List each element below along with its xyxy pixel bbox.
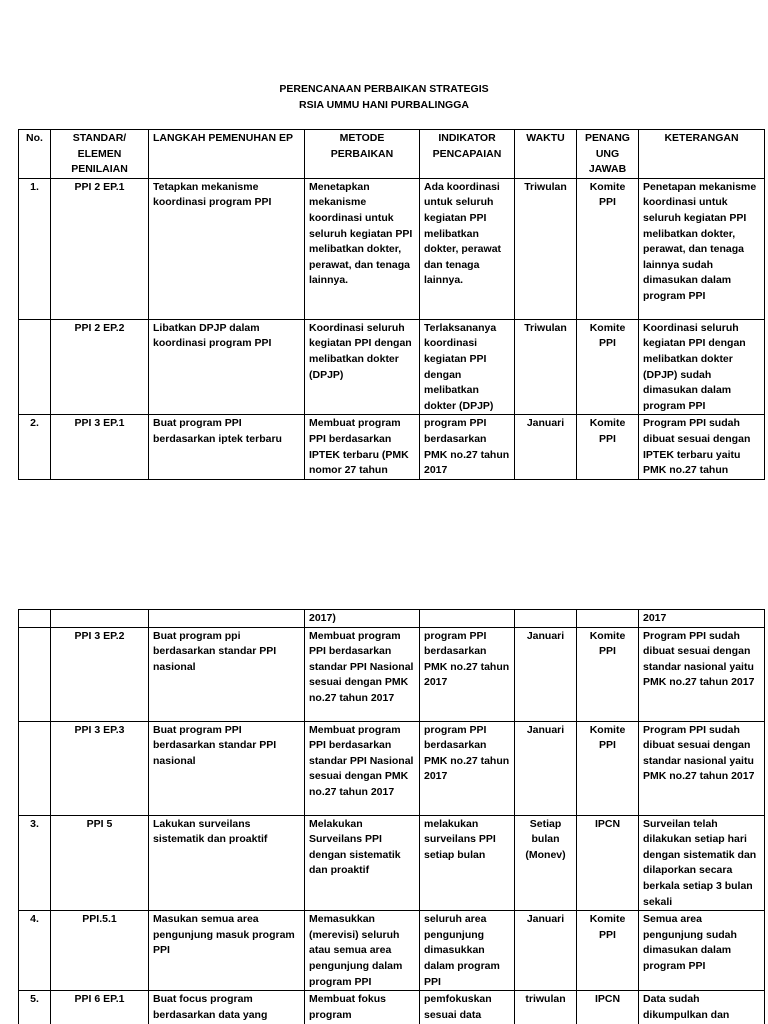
- cell-no: [19, 610, 51, 628]
- cell-langkah: Buat program PPI berdasarkan standar PPI nasional: [149, 721, 305, 815]
- header-indikator: INDIKATOR PENCAPAIAN: [420, 130, 515, 179]
- cell-langkah: Buat program PPI berdasarkan iptek terbaru: [149, 415, 305, 479]
- cell-standar: PPI 2 EP.2: [51, 319, 149, 415]
- cell-keterangan: Koordinasi seluruh kegiatan PPI dengan melibatkan dokter (DPJP) sudah dimasukan dalam program PPI: [639, 319, 765, 415]
- cell-keterangan: Program PPI sudah dibuat sesuai dengan IPTEK terbaru yaitu PMK no.27 tahun: [639, 415, 765, 479]
- table-row: [19, 610, 765, 628]
- cell-standar: PPI 3 EP.2: [51, 627, 149, 721]
- cell-langkah: Tetapkan mekanisme koordinasi program PPI: [149, 178, 305, 319]
- cell-keterangan: Surveilan telah dilakukan setiap hari dengan sistematik dan dilaporkan secara berkala setiap 3 bulan sekali: [639, 815, 765, 911]
- table-row: [19, 721, 765, 815]
- cell-waktu: [515, 610, 577, 628]
- cell-no: 4.: [19, 911, 51, 991]
- cell-penanggung-jawab: Komite PPI: [577, 415, 639, 479]
- table-row: [19, 911, 765, 991]
- header-standar: STANDAR/ ELEMEN PENILAIAN: [51, 130, 149, 179]
- table-row: [19, 815, 765, 911]
- cell-waktu: Januari: [515, 415, 577, 479]
- header-penanggung-jawab: PENANG UNG JAWAB: [577, 130, 639, 179]
- cell-metode: Koordinasi seluruh kegiatan PPI dengan melibatkan dokter (DPJP): [305, 319, 420, 415]
- cell-metode: Membuat fokus program: [305, 991, 420, 1024]
- strategy-table-page-2: [18, 609, 765, 1024]
- cell-standar: PPI 2 EP.1: [51, 178, 149, 319]
- cell-penanggung-jawab: IPCN: [577, 991, 639, 1024]
- cell-keterangan: Program PPI sudah dibuat sesuai dengan standar nasional yaitu PMK no.27 tahun 2017: [639, 721, 765, 815]
- cell-waktu: Setiap bulan (Monev): [515, 815, 577, 911]
- cell-langkah: Buat focus program berdasarkan data yang: [149, 991, 305, 1024]
- cell-metode: Memasukkan (merevisi) seluruh atau semua area pengunjung dalam program PPI: [305, 911, 420, 991]
- cell-standar: PPI 6 EP.1: [51, 991, 149, 1024]
- header-metode: METODE PERBAIKAN: [305, 130, 420, 179]
- cell-penanggung-jawab: Komite PPI: [577, 721, 639, 815]
- cell-metode: Menetapkan mekanisme koordinasi untuk seluruh kegiatan PPI melibatkan dokter, perawat, dan tenaga lainnya.: [305, 178, 420, 319]
- cell-indikator: program PPI berdasarkan PMK no.27 tahun 2017: [420, 415, 515, 479]
- cell-penanggung-jawab: IPCN: [577, 815, 639, 911]
- cell-no: 5.: [19, 991, 51, 1024]
- cell-langkah: [149, 610, 305, 628]
- cell-standar: PPI 5: [51, 815, 149, 911]
- cell-indikator: [420, 610, 515, 628]
- cell-indikator: seluruh area pengunjung dimasukkan dalam program PPI: [420, 911, 515, 991]
- cell-metode: Membuat program PPI berdasarkan standar PPI Nasional sesuai dengan PMK no.27 tahun 2017: [305, 627, 420, 721]
- cell-no: 2.: [19, 415, 51, 479]
- cell-waktu: Januari: [515, 911, 577, 991]
- cell-no: [19, 721, 51, 815]
- table-row: [19, 991, 765, 1024]
- cell-metode: 2017): [305, 610, 420, 628]
- cell-indikator: melakukan surveilans PPI setiap bulan: [420, 815, 515, 911]
- cell-waktu: Januari: [515, 721, 577, 815]
- cell-no: 3.: [19, 815, 51, 911]
- cell-indikator: Terlaksananya koordinasi kegiatan PPI dengan melibatkan dokter (DPJP): [420, 319, 515, 415]
- cell-keterangan: Data sudah dikumpulkan dan: [639, 991, 765, 1024]
- cell-langkah: Masukan semua area pengunjung masuk program PPI: [149, 911, 305, 991]
- cell-indikator: program PPI berdasarkan PMK no.27 tahun 2017: [420, 627, 515, 721]
- cell-no: [19, 627, 51, 721]
- cell-waktu: Triwulan: [515, 178, 577, 319]
- cell-langkah: Buat program ppi berdasarkan standar PPI nasional: [149, 627, 305, 721]
- cell-penanggung-jawab: Komite PPI: [577, 319, 639, 415]
- cell-standar: PPI 3 EP.3: [51, 721, 149, 815]
- cell-waktu: Triwulan: [515, 319, 577, 415]
- document-title: PERENCANAAN PERBAIKAN STRATEGIS: [279, 83, 489, 95]
- document-subtitle: RSIA UMMU HANI PURBALINGGA: [299, 99, 469, 111]
- cell-no: 1.: [19, 178, 51, 319]
- cell-metode: Membuat program PPI berdasarkan IPTEK terbaru (PMK nomor 27 tahun: [305, 415, 420, 479]
- cell-metode: Membuat program PPI berdasarkan standar PPI Nasional sesuai dengan PMK no.27 tahun 2017: [305, 721, 420, 815]
- cell-keterangan: Semua area pengunjung sudah dimasukan dalam program PPI: [639, 911, 765, 991]
- header-waktu: WAKTU: [515, 130, 577, 179]
- cell-indikator: program PPI berdasarkan PMK no.27 tahun 2017: [420, 721, 515, 815]
- cell-langkah: Lakukan surveilans sistematik dan proaktif: [149, 815, 305, 911]
- cell-keterangan: Penetapan mekanisme koordinasi untuk seluruh kegiatan PPI melibatkan dokter, perawat, dan tenaga lainnya sudah dimasukan dalam program PPI: [639, 178, 765, 319]
- cell-penanggung-jawab: Komite PPI: [577, 627, 639, 721]
- cell-metode: Melakukan Surveilans PPI dengan sistematik dan proaktif: [305, 815, 420, 911]
- cell-waktu: triwulan: [515, 991, 577, 1024]
- cell-penanggung-jawab: [577, 610, 639, 628]
- cell-indikator: Ada koordinasi untuk seluruh kegiatan PPI melibatkan dokter, perawat dan tenaga lainnya.: [420, 178, 515, 319]
- header-keterangan: KETERANGAN: [639, 130, 765, 179]
- cell-keterangan: 2017: [639, 610, 765, 628]
- header-langkah: LANGKAH PEMENUHAN EP: [149, 130, 305, 179]
- cell-penanggung-jawab: Komite PPI: [577, 178, 639, 319]
- cell-standar: PPI 3 EP.1: [51, 415, 149, 479]
- cell-waktu: Januari: [515, 627, 577, 721]
- cell-langkah: Libatkan DPJP dalam koordinasi program PPI: [149, 319, 305, 415]
- cell-standar: [51, 610, 149, 628]
- cell-penanggung-jawab: Komite PPI: [577, 911, 639, 991]
- cell-keterangan: Program PPI sudah dibuat sesuai dengan standar nasional yaitu PMK no.27 tahun 2017: [639, 627, 765, 721]
- table-row: [19, 627, 765, 721]
- header-no: No.: [19, 130, 51, 179]
- cell-standar: PPI.5.1: [51, 911, 149, 991]
- cell-indikator: pemfokuskan sesuai data: [420, 991, 515, 1024]
